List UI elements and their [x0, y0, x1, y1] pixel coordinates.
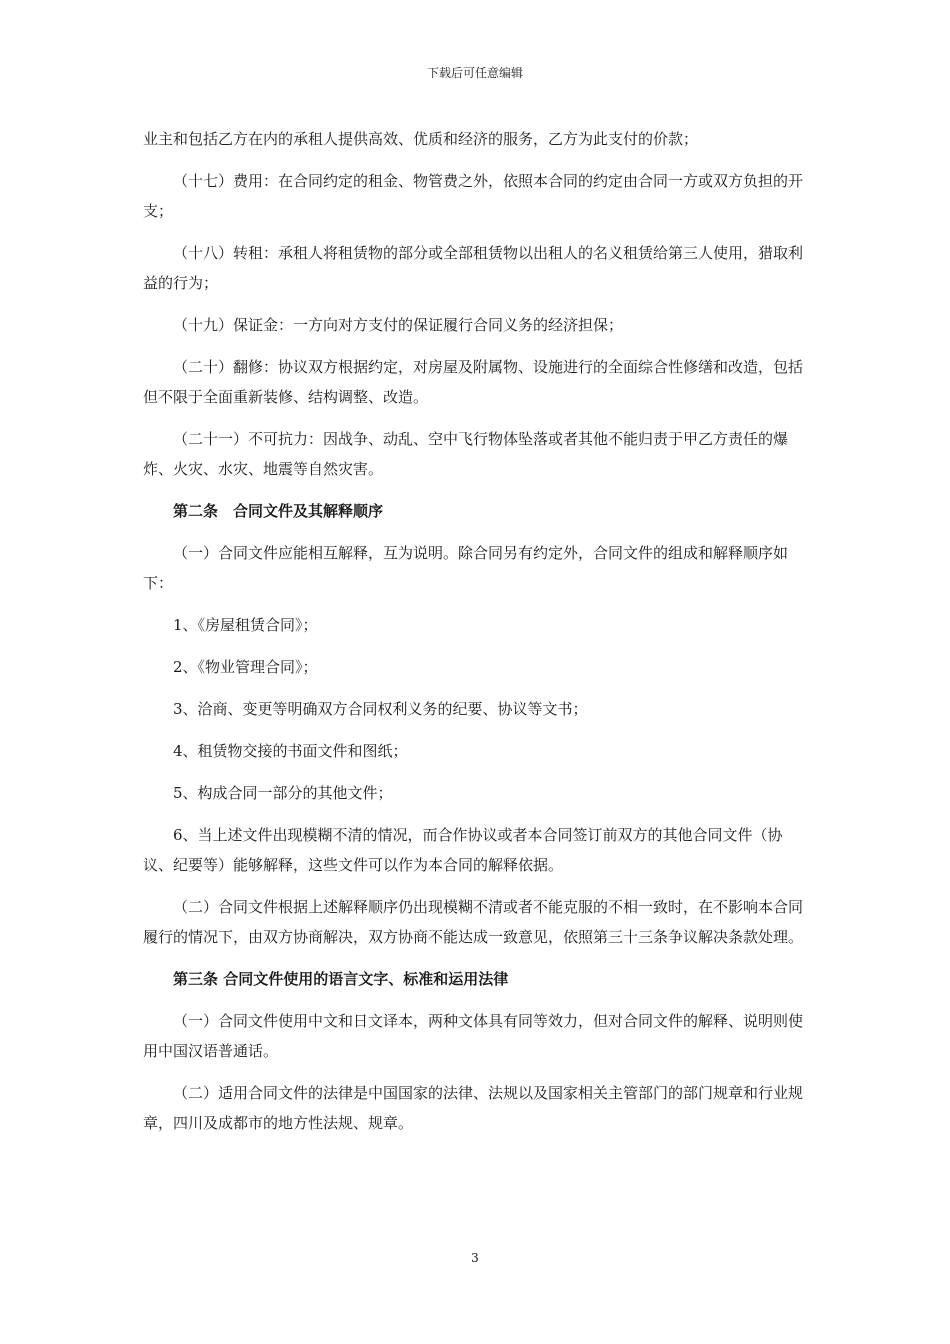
- clause-19-deposit: （十九）保证金：一方向对方支付的保证履行合同义务的经济担保；: [173, 316, 624, 334]
- article-2-section-2: （二）合同文件根据上述解释顺序仍出现模糊不清或者不能克服的不相一致时，在不影响本合同履行的情况下，由双方协商解决，双方协商不能达成一致意见，依照第三十三条争议解决条款处理。: [143, 898, 804, 946]
- list-item: 3、洽商、变更等明确双方合同权利义务的纪要、协议等文书；: [173, 700, 588, 718]
- document-body: [143, 124, 807, 1150]
- clause-21-force-majeure: （二十一）不可抗力：因战争、动乱、空中飞行物体坠落或者其他不能归责于甲乙方责任的爆炸、火灾、水灾、地震等自然灾害。: [143, 430, 789, 478]
- clause-18-sublease: （十八）转租：承租人将租赁物的部分或全部租赁物以出租人的名义租赁给第三人使用，猎取利益的行为；: [143, 244, 804, 292]
- clause-20-renovation: （二十）翻修：协议双方根据约定，对房屋及附属物、设施进行的全面综合性修缮和改造，包括但不限于全面重新装修、结构调整、改造。: [143, 358, 804, 406]
- article-3-section-2: （二）适用合同文件的法律是中国国家的法律、法规以及国家相关主管部门的部门规章和行业规章，四川及成都市的地方性法规、规章。: [143, 1084, 804, 1132]
- list-item: 4、租赁物交接的书面文件和图纸；: [173, 742, 408, 760]
- article-3-section-1: （一）合同文件使用中文和日文译本，两种文体具有同等效力，但对合同文件的解释、说明则使用中国汉语普通话。: [143, 1012, 804, 1060]
- list-item: 5、构成合同一部分的其他文件；: [173, 784, 393, 802]
- article-2-heading: 第二条 合同文件及其解释顺序: [173, 502, 384, 520]
- page-number: 3: [471, 1251, 479, 1265]
- page-header: 下载后可任意编辑: [426, 66, 523, 80]
- paragraph-continuation: 业主和包括乙方在内的承租人提供高效、优质和经济的服务，乙方为此支付的价款；: [143, 130, 699, 148]
- clause-17-expenses: （十七）费用：在合同约定的租金、物管费之外，依照本合同的约定由合同一方或双方负担的开支；: [143, 172, 804, 220]
- list-item: 6、当上述文件出现模糊不清的情况，而合作协议或者本合同签订前双方的其他合同文件（协议、纪要等）能够解释，这些文件可以作为本合同的解释依据。: [143, 826, 783, 874]
- list-item: 2、《物业管理合同》；: [173, 658, 318, 676]
- article-3-heading: 第三条 合同文件使用的语言文字、标准和运用法律: [173, 970, 509, 988]
- article-2-section-1: （一）合同文件应能相互解释，互为说明。除合同另有约定外，合同文件的组成和解释顺序如下：: [143, 544, 789, 592]
- list-item: 1、《房屋租赁合同》；: [173, 616, 318, 634]
